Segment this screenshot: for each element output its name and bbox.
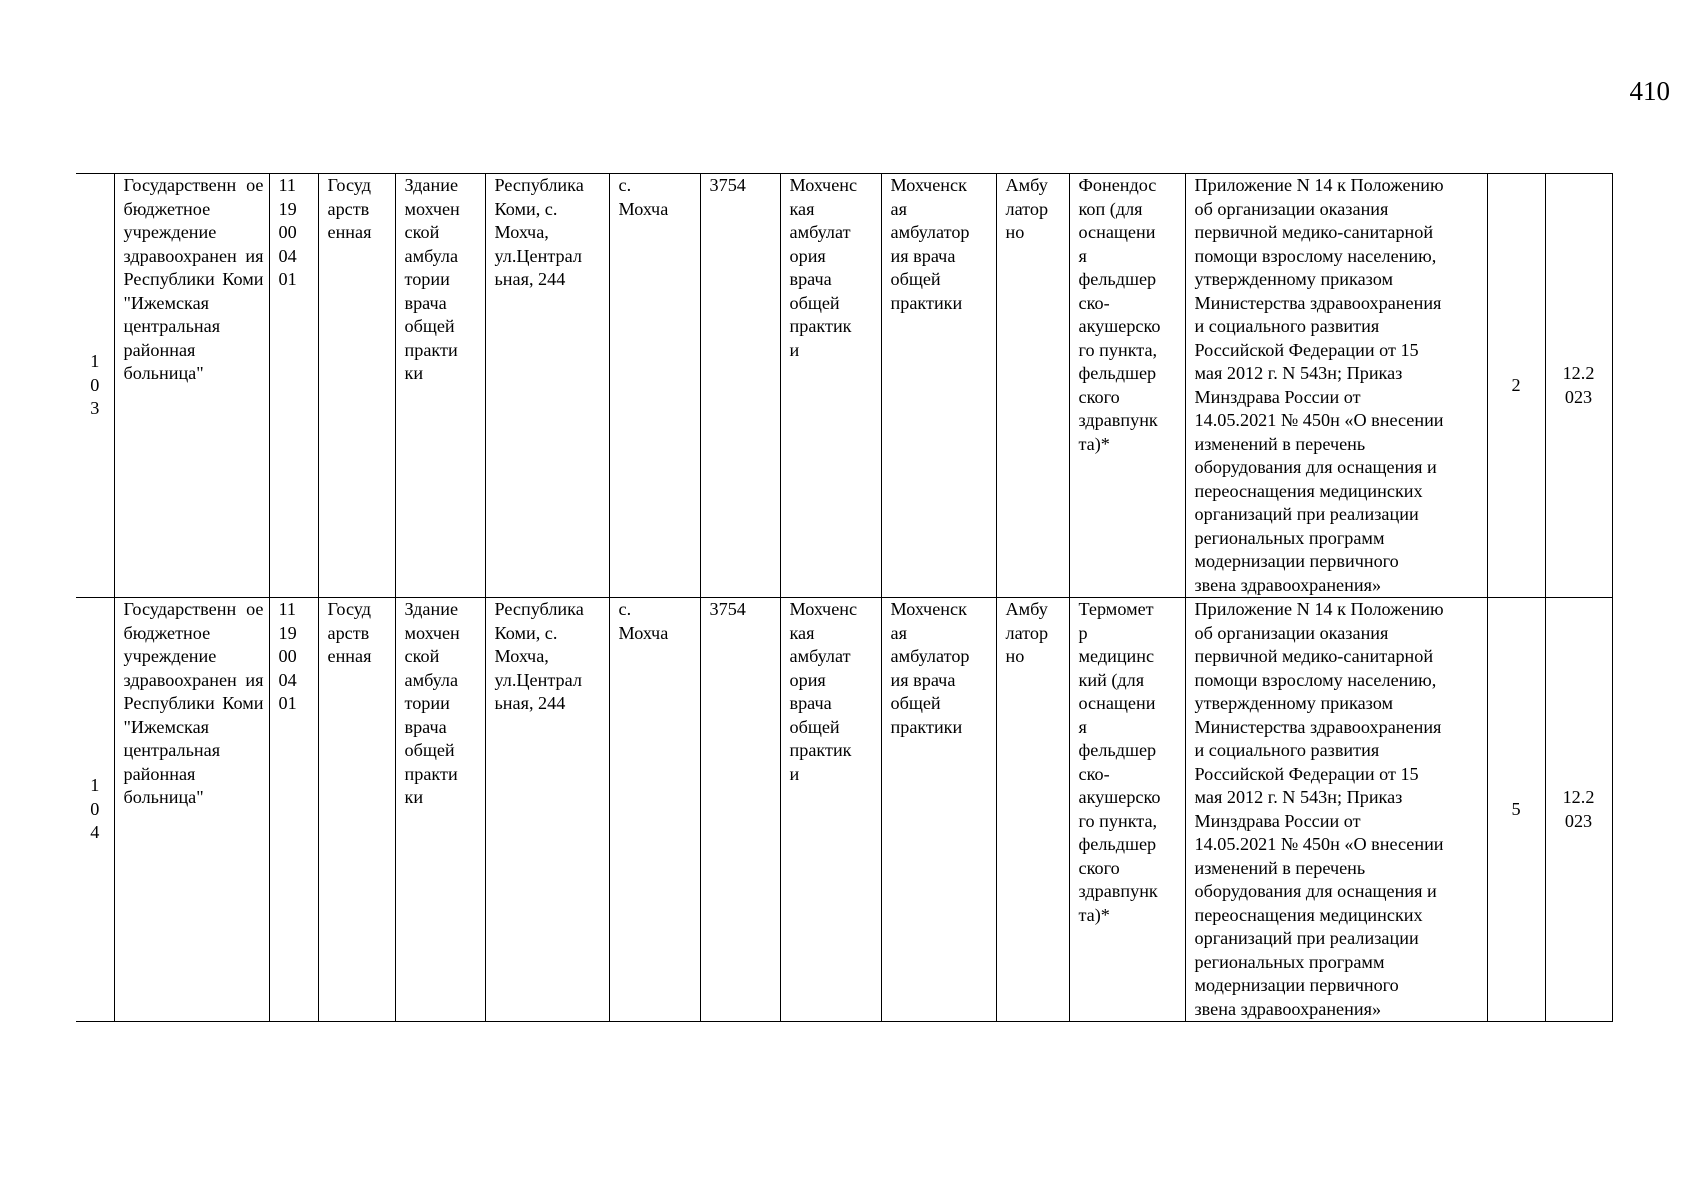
row-number-cell: 1 0 4	[76, 598, 114, 1022]
ownership-cell: Госуд арств енная	[318, 174, 395, 598]
address-cell: Республика Коми, с. Мохча, ул.Централ ьная, 244	[485, 598, 609, 1022]
care-form-cell: Амбу латор но	[996, 598, 1069, 1022]
table-row	[76, 598, 1612, 1022]
subunit-cell: Мохченск ая амбулатор ия врача общей практики	[881, 174, 996, 598]
equipment-registry-table	[76, 173, 1613, 1022]
quantity-cell: 5	[1487, 598, 1545, 1022]
organization-cell: Государственн ое бюджетное учреждение здравоохранен ия Республики Коми "Ижемская центральная районная больница"	[114, 598, 269, 1022]
date-cell: 12.2 023	[1545, 174, 1612, 598]
locality-cell: с. Мохча	[609, 174, 700, 598]
code-cell: 11 19 00 04 01	[269, 174, 318, 598]
organization-cell: Государственн ое бюджетное учреждение здравоохранен ия Республики Коми "Ижемская центральная районная больница"	[114, 174, 269, 598]
population-cell: 3754	[700, 598, 780, 1022]
care-form-cell: Амбу латор но	[996, 174, 1069, 598]
legal-basis-cell: Приложение N 14 к Положению об организации оказания первичной медико-санитарной помощи взрослому населению, утвержденному приказом Министерства здравоохранения и социального развития Российской Федерации от 15 мая 2012 г. N 543н; Приказ Минздрава России от 14.05.2021 № 450н «О внесении изменений в перечень оборудования для оснащения и переоснащения медицинских организаций при реализации региональных программ модернизации первичного звена здравоохранения»	[1185, 598, 1487, 1022]
ownership-cell: Госуд арств енная	[318, 598, 395, 1022]
page-number: 410	[1629, 76, 1670, 106]
date-cell: 12.2 023	[1545, 598, 1612, 1022]
code-cell: 11 19 00 04 01	[269, 598, 318, 1022]
unit-cell: Мохченс кая амбулат ория врача общей практик и	[780, 174, 881, 598]
population-cell: 3754	[700, 174, 780, 598]
address-cell: Республика Коми, с. Мохча, ул.Централ ьная, 244	[485, 174, 609, 598]
subunit-cell: Мохченск ая амбулатор ия врача общей практики	[881, 598, 996, 1022]
locality-cell: с. Мохча	[609, 598, 700, 1022]
unit-cell: Мохченс кая амбулат ория врача общей практик и	[780, 598, 881, 1022]
building-cell: Здание мохчен ской амбула тории врача общей практи ки	[395, 598, 485, 1022]
equipment-cell: Фонендос коп (для оснащени я фельдшер ско- акушерско го пункта, фельдшер ского здравпунк та)*	[1069, 174, 1185, 598]
equipment-cell: Термомет р медицинс кий (для оснащени я фельдшер ско- акушерско го пункта, фельдшер ского здравпунк та)*	[1069, 598, 1185, 1022]
table-row	[76, 174, 1612, 598]
legal-basis-cell: Приложение N 14 к Положению об организации оказания первичной медико-санитарной помощи взрослому населению, утвержденному приказом Министерства здравоохранения и социального развития Российской Федерации от 15 мая 2012 г. N 543н; Приказ Минздрава России от 14.05.2021 № 450н «О внесении изменений в перечень оборудования для оснащения и переоснащения медицинских организаций при реализации региональных программ модернизации первичного звена здравоохранения»	[1185, 174, 1487, 598]
building-cell: Здание мохчен ской амбула тории врача общей практи ки	[395, 174, 485, 598]
row-number-cell: 1 0 3	[76, 174, 114, 598]
quantity-cell: 2	[1487, 174, 1545, 598]
